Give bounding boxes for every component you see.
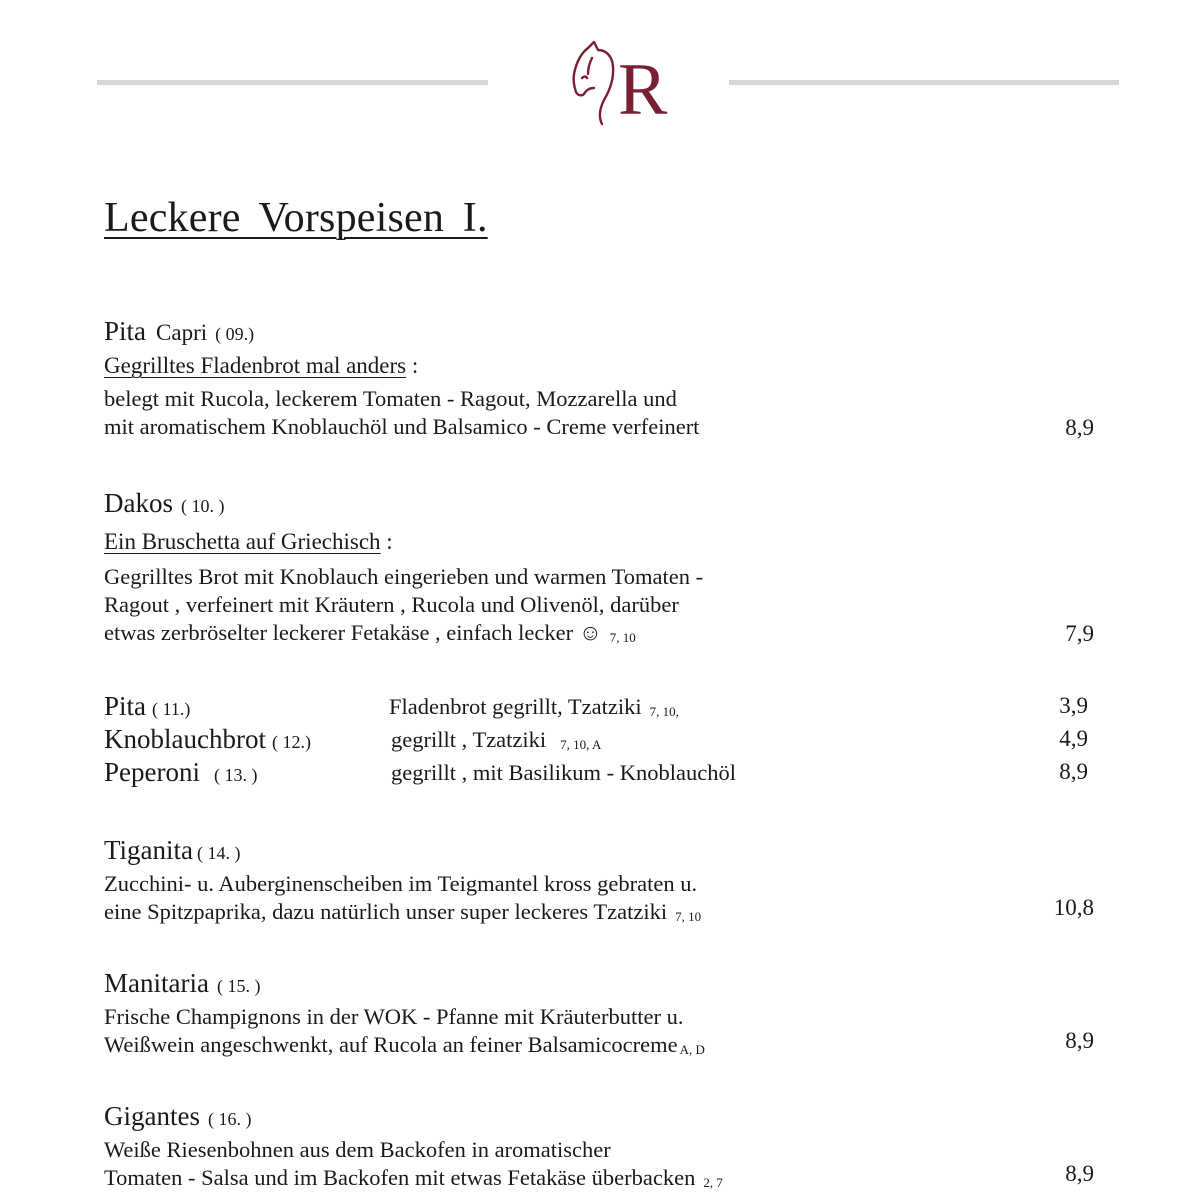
item-description xyxy=(104,870,1094,931)
allergen-codes: 7, 10 xyxy=(609,630,636,645)
desc-line: eine Spitzpaprika, dazu natürlich unser super leckeres Tzatziki xyxy=(104,899,668,924)
header-divider-left xyxy=(97,80,488,85)
header-divider-right xyxy=(729,80,1119,85)
item-name: Knoblauchbrot xyxy=(104,724,266,754)
item-subname: Capri xyxy=(156,320,208,345)
item-name: Peperoni xyxy=(104,757,200,787)
item-price: 3,9 xyxy=(1059,693,1088,718)
item-number: ( 13. ) xyxy=(213,765,258,785)
item-description: gegrillt , mit Basilikum - Knoblauchöl xyxy=(391,760,736,785)
desc-line: Weißwein angeschwenkt, auf Rucola an feiner Balsamicocreme xyxy=(104,1032,678,1057)
allergen-codes: 2, 7 xyxy=(703,1175,723,1190)
item-tagline-suffix: : xyxy=(380,529,393,554)
item-price: 7,9 xyxy=(1065,621,1094,646)
item-number: ( 10. ) xyxy=(181,496,225,516)
item-number: ( 12.) xyxy=(271,732,311,752)
item-name: Dakos xyxy=(104,488,173,518)
item-number: ( 14. ) xyxy=(197,843,241,863)
menu-item-peperoni xyxy=(104,756,1088,789)
item-price: 8,9 xyxy=(1065,1161,1094,1186)
desc-line: belegt mit Rucola, leckerem Tomaten - Ragout, Mozzarella und xyxy=(104,386,677,411)
item-price: 8,9 xyxy=(1059,759,1088,784)
menu-item-manitaria xyxy=(104,966,1094,1064)
desc-line: Gegrilltes Brot mit Knoblauch eingerieben und warmen Tomaten - xyxy=(104,564,704,589)
item-tagline: Ein Bruschetta auf Griechisch xyxy=(104,529,381,554)
item-number: ( 11.) xyxy=(152,699,191,719)
item-number: ( 16. ) xyxy=(207,1109,252,1129)
allergen-codes: 7, 10 xyxy=(675,909,702,924)
item-description: gegrillt , Tzatziki xyxy=(391,727,547,752)
item-number: ( 09.) xyxy=(215,324,255,344)
menu-item-pita xyxy=(104,690,1088,723)
item-name: Gigantes xyxy=(104,1101,200,1131)
item-tagline: Gegrilltes Fladenbrot mal anders xyxy=(104,353,407,378)
item-name: Manitaria xyxy=(104,968,209,998)
menu-item-knoblauchbrot xyxy=(104,723,1088,756)
item-description xyxy=(104,563,1094,652)
desc-line: Ragout , verfeinert mit Kräutern , Rucola und Olivenöl, darüber xyxy=(104,592,679,617)
allergen-codes: 7, 10, xyxy=(649,704,679,719)
horse-head-r-logo-icon xyxy=(568,38,680,130)
desc-line: Tomaten - Salsa und im Backofen mit etwas Fetakäse überbacken xyxy=(104,1165,696,1190)
desc-line: Frische Champignons in der WOK - Pfanne mit Kräuterbutter u. xyxy=(104,1004,684,1029)
item-name: Tiganita xyxy=(104,835,194,865)
item-description xyxy=(104,385,1094,441)
item-price: 8,9 xyxy=(1065,415,1094,440)
item-description xyxy=(104,1003,1094,1064)
item-name: Pita xyxy=(104,691,147,721)
svg-text:R: R xyxy=(618,49,668,130)
allergen-codes: A, D xyxy=(679,1042,705,1057)
item-tagline-suffix: : xyxy=(406,353,419,378)
menu-item-gigantes xyxy=(104,1099,1094,1197)
item-price: 8,9 xyxy=(1065,1028,1094,1053)
desc-line: Weiße Riesenbohnen aus dem Backofen in aromatischer xyxy=(104,1137,611,1162)
desc-line: mit aromatischem Knoblauchöl und Balsamico - Creme verfeinert xyxy=(104,414,700,439)
item-name: Pita xyxy=(104,316,147,346)
desc-line: etwas zerbröselter leckerer Fetakäse , einfach lecker ☺ xyxy=(104,620,602,645)
item-description xyxy=(104,1136,1094,1197)
section-title: Leckere Vorspeisen I. xyxy=(104,195,488,241)
menu-item-tiganita xyxy=(104,833,1094,931)
item-price: 10,8 xyxy=(1053,895,1094,920)
menu-item-dakos xyxy=(104,486,1094,652)
item-number: ( 15. ) xyxy=(216,976,261,996)
desc-line: Zucchini- u. Auberginenscheiben im Teigmantel kross gebraten u. xyxy=(104,871,698,896)
allergen-codes: 7, 10, A xyxy=(560,737,602,752)
menu-item-pita-capri xyxy=(104,314,1094,441)
item-description: Fladenbrot gegrillt, Tzatziki xyxy=(389,694,642,719)
item-price: 4,9 xyxy=(1059,726,1088,751)
